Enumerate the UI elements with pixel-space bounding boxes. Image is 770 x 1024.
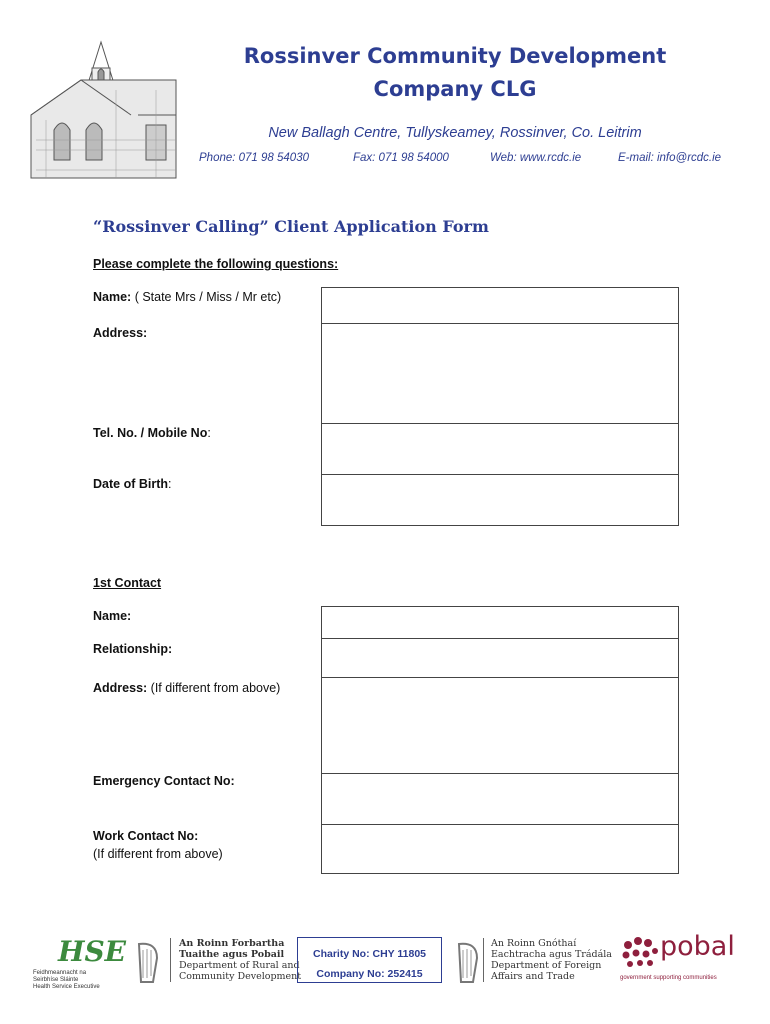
dfa-irish-2: Eachtracha agus Trádála xyxy=(491,949,612,960)
dob-label: Date of Birth: xyxy=(93,477,172,491)
org-phone: Phone: 071 98 54030 xyxy=(199,152,309,164)
dfa-english-1: Department of Foreign xyxy=(491,960,602,971)
dept-foreign-affairs-logo xyxy=(483,938,616,982)
dept-rural-irish-1: An Roinn Forbartha xyxy=(179,938,285,949)
org-address: New Ballagh Centre, Tullyskeamey, Rossinver, Co. Leitrim xyxy=(268,125,642,141)
pobal-logo xyxy=(620,931,745,985)
form-title: “Rossinver Calling” Client Application Form xyxy=(93,217,489,236)
relationship-label: Relationship: xyxy=(93,642,173,656)
dfa-irish-1: An Roinn Gnóthaí xyxy=(491,938,577,949)
company-number: Company No: 252415 xyxy=(316,968,423,980)
org-fax: Fax: 071 98 54000 xyxy=(353,152,449,164)
work-field[interactable] xyxy=(321,824,679,874)
contact-name-label: Name: xyxy=(93,609,132,623)
dept-rural-irish-2: Tuaithe agus Pobail xyxy=(179,949,285,960)
address-field[interactable] xyxy=(321,323,679,424)
org-name-line2: Company CLG xyxy=(373,77,537,101)
church-logo xyxy=(26,20,181,178)
dept-rural-english-1: Department of Rural and xyxy=(179,960,300,971)
contact-section-heading: 1st Contact xyxy=(93,576,162,590)
contact-address-field[interactable] xyxy=(321,677,679,774)
dept-rural-english-2: Community Development xyxy=(179,971,302,982)
relationship-field[interactable] xyxy=(321,638,679,678)
address-label: Address: xyxy=(93,326,148,340)
harp-icon xyxy=(455,940,481,984)
pobal-name: pobal xyxy=(660,931,735,962)
pobal-tagline: government supporting communities xyxy=(620,975,717,981)
name-label: Name: ( State Mrs / Miss / Mr etc) xyxy=(93,290,282,304)
emergency-label: Emergency Contact No: xyxy=(93,774,235,788)
tel-field[interactable] xyxy=(321,423,679,475)
work-label: Work Contact No: (If different from above) xyxy=(93,829,223,861)
org-email[interactable]: E-mail: info@rcdc.ie xyxy=(618,152,722,164)
dept-rural-logo xyxy=(170,938,304,982)
pobal-dots-icon xyxy=(620,935,664,971)
hse-logo xyxy=(33,935,127,990)
svg-text:HSE: HSE xyxy=(58,935,127,968)
name-field[interactable] xyxy=(321,287,679,324)
contact-address-label: Address: (If different from above) xyxy=(93,681,281,695)
emergency-field[interactable] xyxy=(321,773,679,825)
harp-icon xyxy=(135,940,161,984)
org-web[interactable]: Web: www.rcdc.ie xyxy=(490,152,582,164)
charity-stamp xyxy=(297,937,442,983)
org-name-line1: Rossinver Community Development xyxy=(243,44,667,68)
dob-field[interactable] xyxy=(321,474,679,526)
hse-name-english: Health Service Executive xyxy=(33,984,100,990)
tel-label: Tel. No. / Mobile No: xyxy=(93,426,211,440)
form-instructions: Please complete the following questions: xyxy=(93,257,339,271)
hse-name-irish: Feidhmeannacht na Seirbhíse Sláinte xyxy=(33,970,87,983)
contact-name-field[interactable] xyxy=(321,606,679,639)
charity-number: Charity No: CHY 11805 xyxy=(312,948,427,960)
dfa-english-2: Affairs and Trade xyxy=(491,971,575,982)
